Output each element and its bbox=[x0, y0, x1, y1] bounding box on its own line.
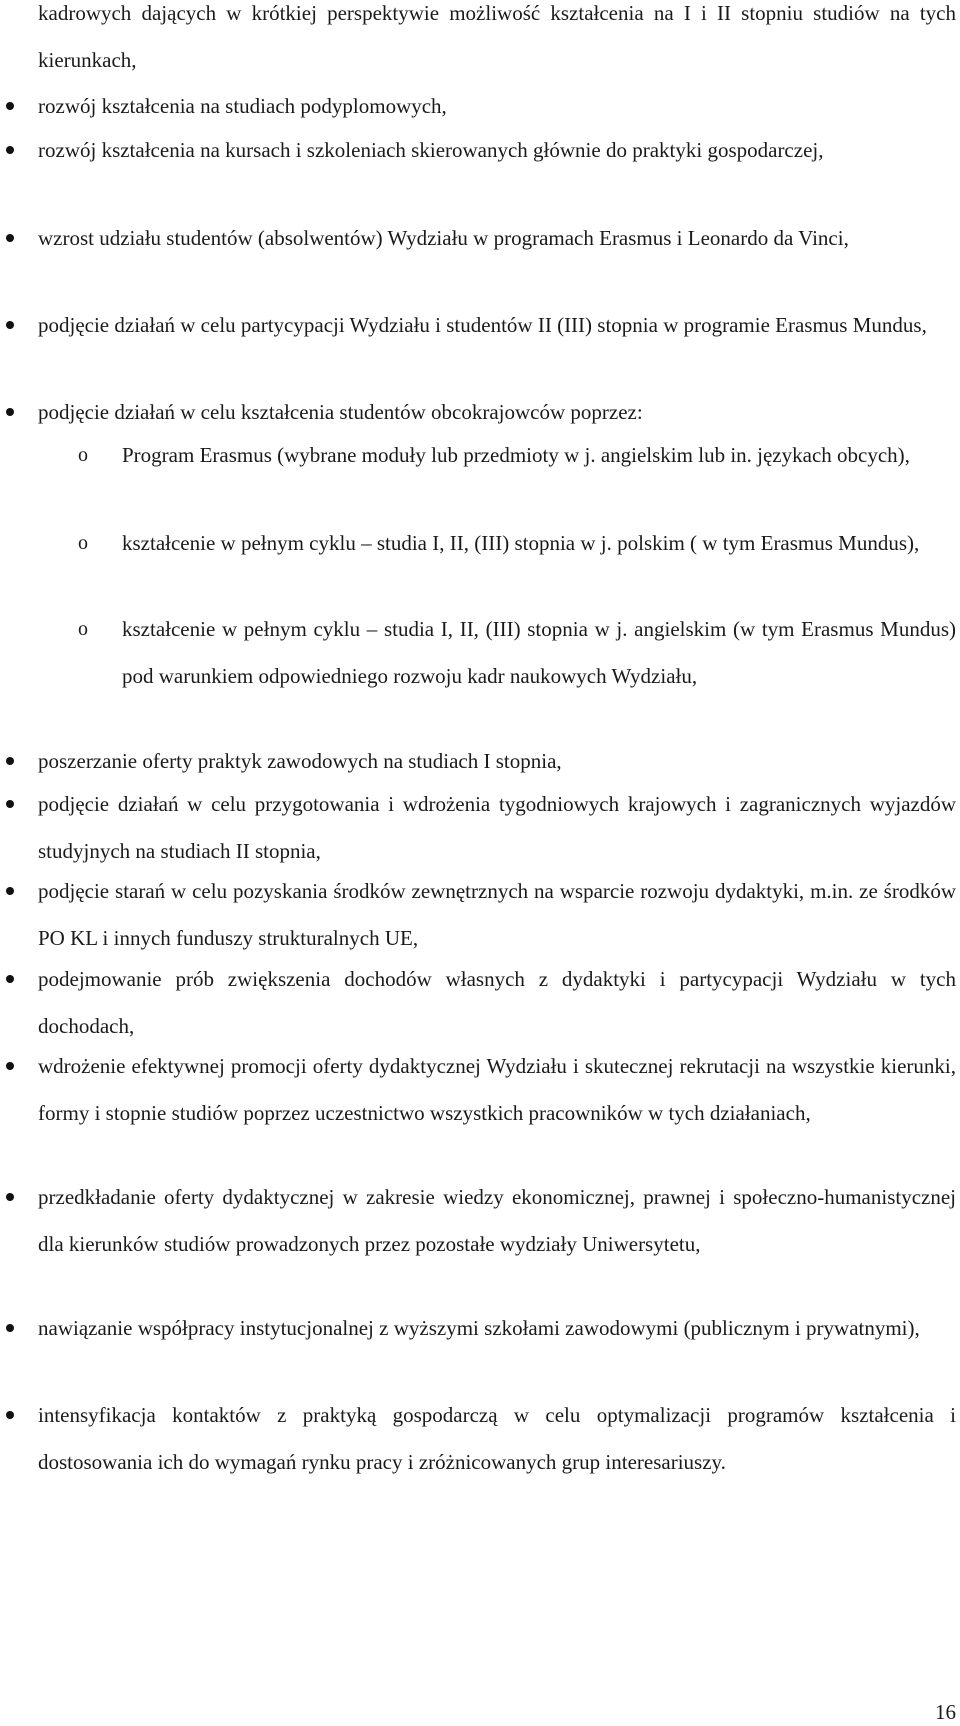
bullet-icon bbox=[6, 1411, 14, 1419]
list-item-text: rozwój kształcenia na kursach i szkoleniach skierowanych głównie do praktyki gospodarczej, bbox=[38, 138, 824, 162]
bullet-icon bbox=[6, 1193, 14, 1201]
bullet-icon bbox=[6, 975, 14, 983]
list-item-text: poszerzanie oferty praktyk zawodowych na studiach I stopnia, bbox=[38, 749, 562, 773]
bullet-icon bbox=[6, 408, 14, 416]
bullet-icon bbox=[6, 1324, 14, 1332]
bullet-icon bbox=[6, 887, 14, 895]
list-item-text: kształcenie w pełnym cyklu – studia I, II, (III) stopnia w j. polskim ( w tym Erasmus Mundus), bbox=[122, 531, 920, 555]
list-item-text: podjęcie działań w celu partycypacji Wydziału i studentów II (III) stopnia w programie Erasmus Mundus, bbox=[38, 313, 927, 337]
circle-bullet-icon: o bbox=[78, 444, 88, 466]
bullet-icon bbox=[6, 146, 14, 154]
bullet-icon bbox=[6, 1062, 14, 1070]
list-item-text: podjęcie działań w celu kształcenia studentów obcokrajowców poprzez: bbox=[38, 400, 643, 424]
bullet-icon bbox=[6, 800, 14, 808]
list-item-text: intensyfikacja kontaktów z praktyką gospodarczą w celu optymalizacji programów kształcenia i dostosowania ich do wymagań rynku pracy i zróżnicowanych grup interesariuszy. bbox=[38, 1403, 956, 1474]
list-item-text: podejmowanie prób zwiększenia dochodów własnych z dydaktyki i partycypacji Wydziału w tych dochodach, bbox=[38, 967, 956, 1038]
list-item-text: nawiązanie współpracy instytucjonalnej z wyższymi szkołami zawodowymi (publicznym i prywatnymi), bbox=[38, 1316, 920, 1340]
list-item-text: podjęcie starań w celu pozyskania środków zewnętrznych na wsparcie rozwoju dydaktyki, m.in. ze środków PO KL i innych funduszy strukturalnych UE, bbox=[38, 879, 956, 950]
list-item-text: rozwój kształcenia na studiach podyplomowych, bbox=[38, 94, 447, 118]
list-item-text: kształcenie w pełnym cyklu – studia I, II, (III) stopnia w j. angielskim (w tym Erasmus Mundus) pod warunkiem odpowiedniego rozwoju kadr naukowych Wydziału, bbox=[122, 617, 956, 688]
circle-bullet-icon: o bbox=[78, 532, 88, 554]
list-item-text: Program Erasmus (wybrane moduły lub przedmioty w j. angielskim lub in. językach obcych), bbox=[122, 443, 910, 467]
list-item-text: podjęcie działań w celu przygotowania i wdrożenia tygodniowych krajowych i zagranicznych wyjazdów studyjnych na studiach II stopnia, bbox=[38, 792, 956, 863]
list-item-text: wzrost udziału studentów (absolwentów) Wydziału w programach Erasmus i Leonardo da Vinci, bbox=[38, 226, 849, 250]
list-item-text: wdrożenie efektywnej promocji oferty dydaktycznej Wydziału i skutecznej rekrutacji na wszystkie kierunki, formy i stopnie studiów poprzez uczestnictwo wszystkich pracowników w tych działaniach, bbox=[38, 1054, 956, 1125]
bullet-icon bbox=[6, 234, 14, 242]
bullet-icon bbox=[6, 102, 14, 110]
bullet-icon bbox=[6, 321, 14, 329]
page-number: 16 bbox=[935, 1700, 956, 1724]
list-item-text: kadrowych dających w krótkiej perspektywie możliwość kształcenia na I i II stopniu studiów na tych kierunkach, bbox=[38, 1, 956, 72]
bullet-icon bbox=[6, 757, 14, 765]
list-item-text: przedkładanie oferty dydaktycznej w zakresie wiedzy ekonomicznej, prawnej i społeczno-humanistycznej dla kierunków studiów prowadzonych przez pozostałe wydziały Uniwersytetu, bbox=[38, 1185, 956, 1256]
circle-bullet-icon: o bbox=[78, 618, 88, 640]
